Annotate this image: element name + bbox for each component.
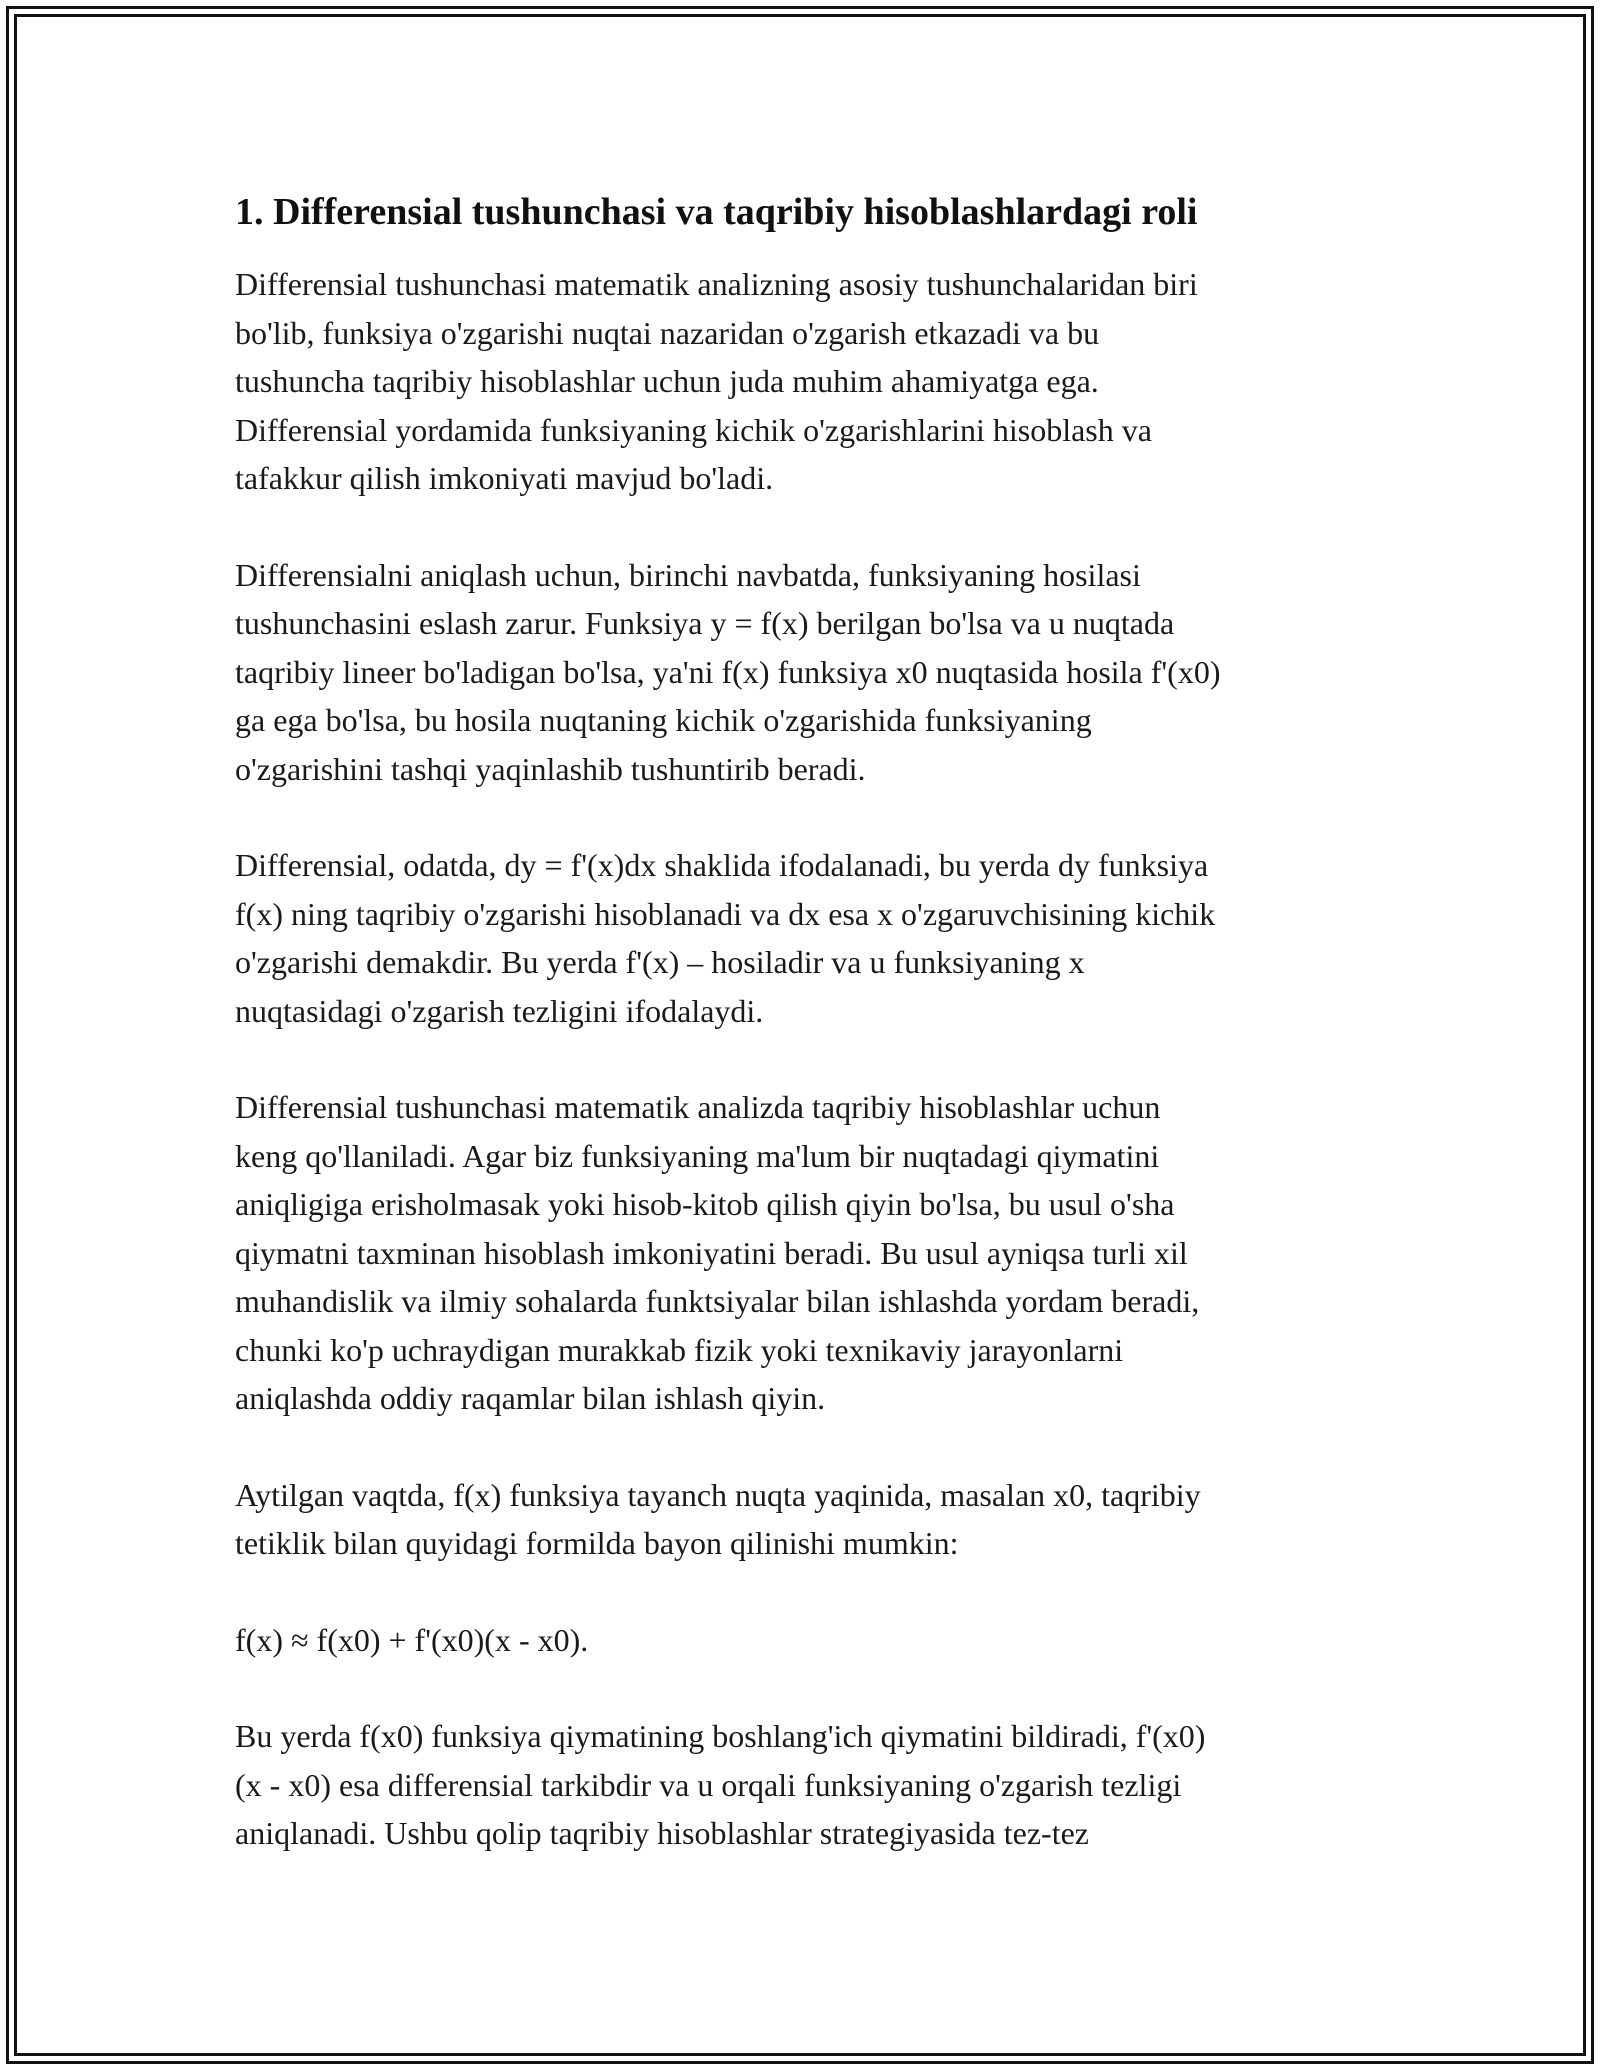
document-body bbox=[235, 186, 1370, 1906]
paragraph-differential-definition: Differensial, odatda, dy = f'(x)dx shaklida ifodalanadi, bu yerda dy funksiya f(x) ning taqribiy o'zgarishi hisoblanadi va dx esa x o'zgaruvchisining kichik o'zgarishi demakdir. Bu yerda f'(x) – hosiladir va u funksiyaning x nuqtasidagi o'zgarish tezligini ifodalaydi. bbox=[235, 847, 1216, 1029]
formula-linear-approximation: f(x) ≈ f(x0) + f'(x0)(x - x0). bbox=[235, 1621, 589, 1658]
section-heading: 1. Differensial tushunchasi va taqribiy hisoblashlardagi roli bbox=[235, 191, 1198, 233]
paragraph-intro: Differensial tushunchasi matematik analizning asosiy tushunchalaridan biri bo'lib, funksiya o'zgarishi nuqtai nazaridan o'zgarish etkazadi va bu tushuncha taqribiy hisoblashlar uchun juda muhim ahamiyatga ega. Differensial yordamida funksiyaning kichik o'zgarishlarini hisoblash va tafakkur qilish imkoniyati mavjud bo'ladi. bbox=[235, 266, 1198, 496]
paragraph-derivative: Differensialni aniqlash uchun, birinchi navbatda, funksiyaning hosilasi tushunchasini eslash zarur. Funksiya y = f(x) berilgan bo'lsa va u nuqtada taqribiy lineer bo'ladigan bo'lsa, ya'ni f(x) funksiya x0 nuqtasida hosila f'(x0) ga ega bo'lsa, bu hosila nuqtaning kichik o'zgarishida funksiyaning o'zgarishini tashqi yaqinlashib tushuntirib beradi. bbox=[235, 556, 1221, 787]
paragraph-applications: Differensial tushunchasi matematik analizda taqribiy hisoblashlar uchun keng qo'llaniladi. Agar biz funksiyaning ma'lum bir nuqtadagi qiymatini aniqligiga erisholmasak yoki hisob-kitob qilish qiyin bo'lsa, bu usul o'sha qiymatni taxminan hisoblash imkoniyatini beradi. Bu usul ayniqsa turli xil muhandislik va ilmiy sohalarda funktsiyalar bilan ishlashda yordam beradi, chunki ko'p uchraydigan murakkab fizik yoki texnikaviy jarayonlarni aniqlashda oddiy raqamlar bilan ishlash qiyin. bbox=[235, 1089, 1200, 1416]
paragraph-approximation-intro: Aytilgan vaqtda, f(x) funksiya tayanch nuqta yaqinida, masalan x0, taqribiy tetiklik bilan quyidagi formilda bayon qilinishi mumkin: bbox=[235, 1476, 1201, 1561]
paragraph-formula-explanation: Bu yerda f(x0) funksiya qiymatining boshlang'ich qiymatini bildiradi, f'(x0) (x - x0) esa differensial tarkibdir va u orqali funksiyaning o'zgarish tezligi aniqlanadi. Ushbu qolip taqribiy hisoblashlar strategiyasida tez-tez bbox=[235, 1718, 1206, 1851]
